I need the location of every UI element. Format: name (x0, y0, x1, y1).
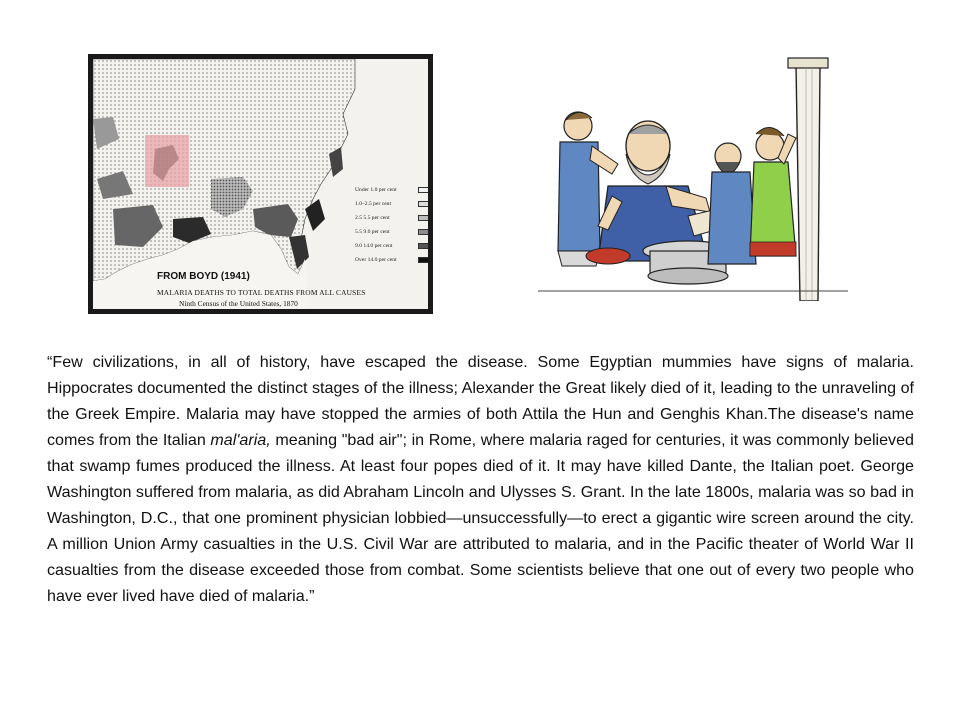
green-robed-figure (750, 127, 796, 256)
malaria-map-figure (88, 54, 433, 314)
legend-swatch (418, 257, 428, 263)
malaria-history-quote (47, 349, 914, 609)
legend-row-2 (355, 211, 428, 225)
legend-row-3 (355, 225, 428, 239)
map-legend (355, 183, 428, 267)
cartoon-drawing (538, 46, 848, 301)
malaria-map (93, 59, 428, 309)
legend-row-5 (355, 253, 428, 267)
legend-row-0 (355, 183, 428, 197)
legend-row-1 (355, 197, 428, 211)
column-capital (788, 58, 828, 68)
legend-label: Under 1.0 per cent (355, 187, 397, 193)
legend-swatch (418, 229, 428, 235)
legend-label: 9.0 14.0 per cent (355, 243, 393, 249)
legend-row-4 (355, 239, 428, 253)
quote-italic-term: mal'aria, (210, 431, 271, 449)
map-caption-subtitle: Ninth Census of the United States, 1870 (179, 299, 298, 308)
quote-part-1: “Few civilizations, in all of history, have escaped the disease. Some Egyptian mummies have signs of malaria. Hippocrates documented the distinct stages of the illness; Alexander the Great likely died of it, leading to the unraveling of the Greek Empire. Malaria may have stopped the armies of both Attila the Hun and Genghis Khan.The disease's name comes from the Italian (47, 353, 914, 449)
legend-label: 2.5 5.5 per cent (355, 215, 390, 221)
legend-label: 5.5 9.0 per cent (355, 229, 390, 235)
legend-label: 1.0–2.5 per cent (355, 201, 392, 207)
map-caption-title: MALARIA DEATHS TO TOTAL DEATHS FROM ALL CAUSES (157, 288, 366, 297)
legend-swatch (418, 215, 428, 221)
legend-swatch (418, 243, 428, 249)
quote-part-2: meaning "bad air"; in Rome, where malaria raged for centuries, it was commonly believed that swamp fumes produced the illness. At least four popes died of it. It may have killed Dante, the Italian poet. George Washington suffered from malaria, as did Abraham Lincoln and Ulysses S. Grant. In the late 1800s, malaria was so bad in Washington, D.C., that one prominent physician lobbied—unsuccessfully—to erect a gigantic wire screen around the city. A million Union Army casualties in the U.S. Civil War are attributed to malaria, and in the Pacific theater of World War II casualties from the disease exceeded those from combat. Some scientists believe that one out of every two people who have ever lived have died of malaria.” (47, 431, 914, 605)
red-cushion (586, 248, 630, 264)
map-source-label: FROM BOYD (1941) (157, 271, 250, 282)
legend-swatch (418, 201, 428, 207)
legend-label: Over 14.0 per cent (355, 257, 397, 263)
hippocrates-cartoon (538, 46, 848, 301)
legend-swatch (418, 187, 428, 193)
greek-column (796, 66, 820, 301)
